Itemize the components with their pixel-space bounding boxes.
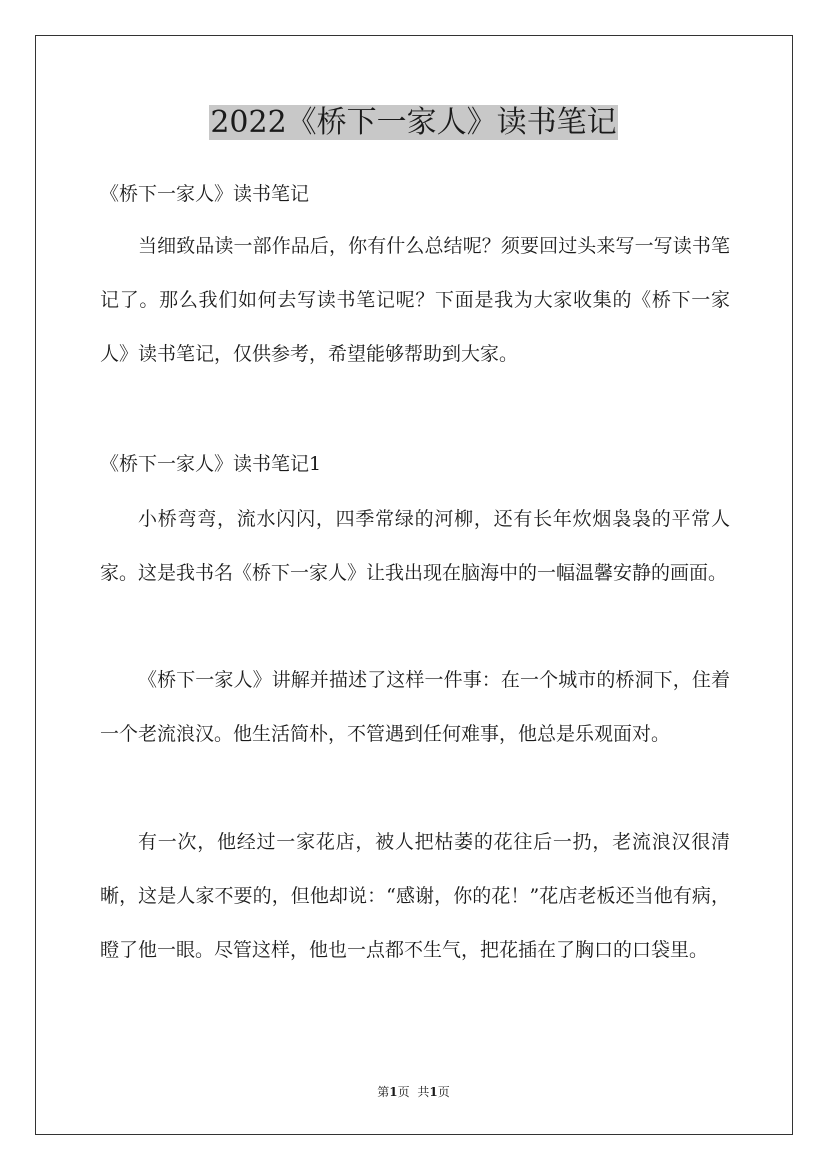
- intro-paragraph: 当细致品读一部作品后，你有什么总结呢？须要回过头来写一写读书笔记了。那么我们如何去写读书笔记呢？下面是我为大家收集的《桥下一家人》读书笔记，仅供参考，希望能够帮助到大家。: [100, 235, 730, 365]
- body-paragraph-1: 小桥弯弯，流水闪闪，四季常绿的河柳，还有长年炊烟袅袅的平常人家。这是我书名《桥下一家人》让我出现在脑海中的一幅温馨安静的画面。: [100, 508, 730, 584]
- footer-total-prefix: 共: [417, 1085, 430, 1099]
- footer-page-suffix: 页: [397, 1085, 410, 1099]
- footer-total-suffix: 页: [437, 1085, 450, 1099]
- footer-page-number: 1: [389, 1085, 398, 1099]
- footer-total-number: 1: [429, 1085, 438, 1099]
- section-heading: 《桥下一家人》读书笔记1: [100, 453, 322, 475]
- page-footer: [0, 1084, 827, 1100]
- document-title-text: 2022《桥下一家人》读书笔记: [210, 105, 617, 140]
- body-paragraph-3: 有一次，他经过一家花店，被人把枯萎的花往后一扔，老流浪汉很清晰，这是人家不要的，但他却说：“感谢，你的花！”花店老板还当他有病，瞪了他一眼。尽管这样，他也一点都不生气，把花插在了胸口的口袋里。: [100, 831, 730, 961]
- footer-page-prefix: 第: [377, 1085, 390, 1099]
- document-title: [0, 104, 827, 142]
- body-paragraph-2: 《桥下一家人》讲解并描述了这样一件事：在一个城市的桥洞下，住着一个老流浪汉。他生活简朴，不管遇到任何难事，他总是乐观面对。: [100, 669, 730, 745]
- document-subtitle: 《桥下一家人》读书笔记: [100, 183, 310, 205]
